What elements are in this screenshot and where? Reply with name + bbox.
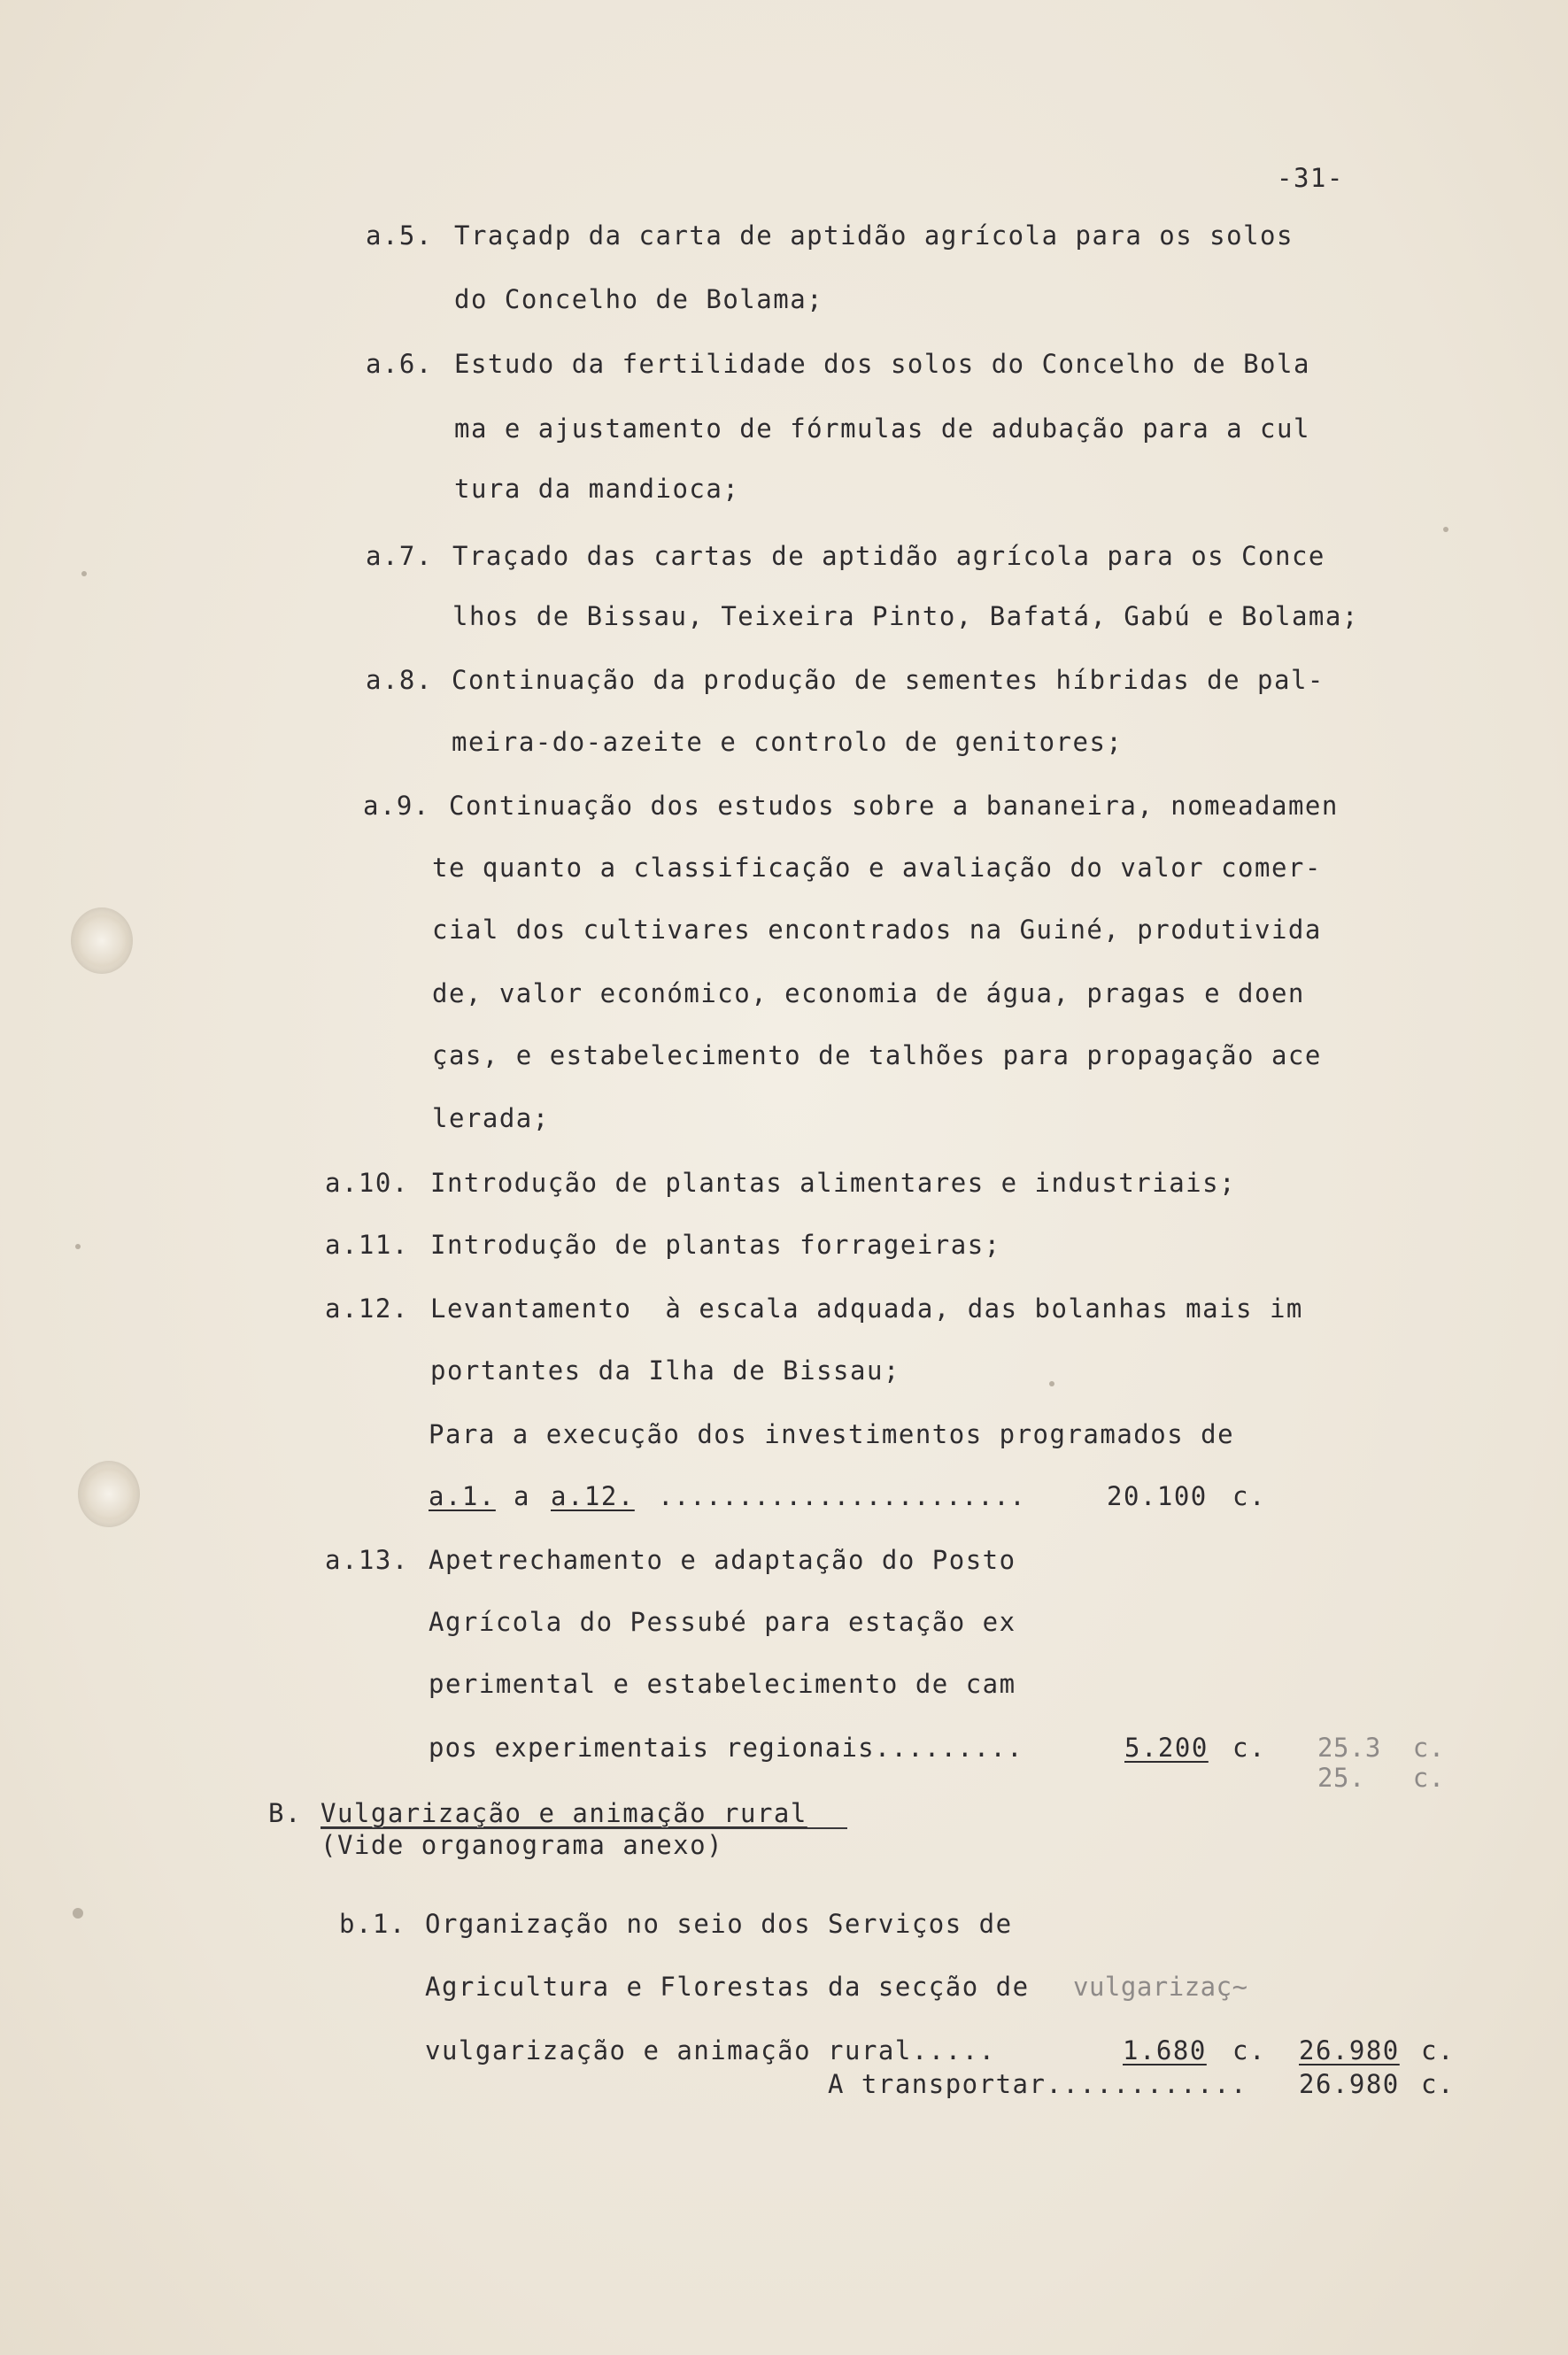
paper-speck — [75, 1244, 81, 1249]
item-number: b.1. — [339, 1909, 406, 1939]
item-text-line: Continuação da produção de sementes híbridas de pal- — [452, 665, 1325, 695]
item-text-line: pos experimentais regionais......... — [429, 1733, 1023, 1763]
item-number: a.10. — [325, 1168, 409, 1198]
item-text-line: Introdução de plantas alimentares e industriais; — [430, 1168, 1237, 1198]
b1-amount: 1.680 — [1123, 2035, 1207, 2065]
a13-amount: 5.200 — [1124, 1733, 1209, 1763]
b1-unit: c. — [1232, 2035, 1266, 2065]
item-number: a.6. — [366, 349, 433, 379]
item-text-line: Organização no seio dos Serviços de — [425, 1909, 1013, 1939]
item-text-line: tura da mandioca; — [454, 474, 740, 504]
binder-hole-top — [71, 907, 133, 974]
section-title: Vulgarização e animação rural — [321, 1798, 807, 1828]
item-text-line: vulgarização e animação rural..... — [425, 2035, 996, 2065]
a13-unit: c. — [1232, 1733, 1266, 1763]
subtotal-unit: c. — [1232, 1481, 1266, 1511]
paper-speck — [81, 571, 87, 576]
item-number: a.12. — [325, 1293, 409, 1324]
item-number: a.9. — [363, 791, 430, 821]
transport-label: A transportar............ — [828, 2069, 1247, 2099]
item-text-line: do Concelho de Bolama; — [454, 284, 824, 314]
item-text-line: portantes da Ilha de Bissau; — [430, 1355, 900, 1386]
item-text-line: perimental e estabelecimento de cam — [429, 1669, 1016, 1699]
running-total-unit: c. — [1421, 2035, 1455, 2065]
item-text-line: Levantamento à escala adquada, das bolanhas mais im — [430, 1293, 1303, 1324]
item-text-line: Agricultura e Florestas da secção de — [425, 1972, 1030, 2002]
item-text-line: cial dos cultivares encontrados na Guiné, produtivida — [432, 915, 1322, 945]
item-number: a.8. — [366, 665, 433, 695]
item-text-line: lerada; — [432, 1103, 550, 1133]
paper-speck — [73, 1908, 83, 1919]
item-number: a.5. — [366, 220, 433, 251]
subtotal-from: a.1. — [429, 1481, 496, 1511]
faint-total-line: 25.3 c. — [1317, 1733, 1445, 1763]
item-text-line: Traçadp da carta de aptidão agrícola para os solos — [454, 220, 1294, 251]
item-text-line: te quanto a classificação e avaliação do valor comer- — [432, 853, 1322, 883]
item-number: a.11. — [325, 1230, 409, 1260]
subtotal-mid: a — [514, 1481, 530, 1511]
transport-unit: c. — [1421, 2069, 1455, 2099]
page-number: -31- — [1277, 163, 1344, 193]
item-number: a.7. — [366, 541, 433, 571]
running-total: 26.980 — [1299, 2035, 1400, 2065]
subtotal-amount: 20.100 — [1107, 1481, 1208, 1511]
item-text-line: de, valor económico, economia de água, pragas e doen — [432, 978, 1305, 1008]
binder-hole-bottom — [78, 1461, 140, 1527]
item-text-line: Continuação dos estudos sobre a bananeira, nomeadamen — [449, 791, 1339, 821]
section-letter: B. — [268, 1798, 302, 1828]
item-text-line: Agrícola do Pessubé para estação ex — [429, 1607, 1016, 1637]
item-text-line: Apetrechamento e adaptação do Posto — [429, 1545, 1016, 1575]
section-title-rule — [321, 1827, 847, 1829]
section-subtitle: (Vide organograma anexo) — [321, 1830, 724, 1860]
subtotal-text: Para a execução dos investimentos programados de — [429, 1419, 1235, 1449]
faint-total-line: 25. c. — [1317, 1763, 1445, 1793]
subtotal-to: a.12. — [551, 1481, 635, 1511]
subtotal-dots: ....................... — [658, 1481, 1026, 1511]
item-number: a.13. — [325, 1545, 409, 1575]
item-text-line: ças, e estabelecimento de talhões para propagação ace — [432, 1040, 1322, 1070]
transport-amount: 26.980 — [1299, 2069, 1400, 2099]
paper-speck — [1443, 527, 1448, 532]
item-text-faint: vulgarizaç~ — [1073, 1972, 1248, 2002]
item-text-line: ma e ajustamento de fórmulas de adubação para a cul — [454, 413, 1310, 444]
item-text-line: lhos de Bissau, Teixeira Pinto, Bafatá, Gabú e Bolama; — [452, 601, 1359, 631]
item-text-line: Traçado das cartas de aptidão agrícola para os Conce — [452, 541, 1325, 571]
item-text-line: meira-do-azeite e controlo de genitores; — [452, 727, 1124, 757]
item-text-line: Estudo da fertilidade dos solos do Concelho de Bola — [454, 349, 1310, 379]
item-text-line: Introdução de plantas forrageiras; — [430, 1230, 1001, 1260]
paper-speck — [1049, 1381, 1054, 1386]
